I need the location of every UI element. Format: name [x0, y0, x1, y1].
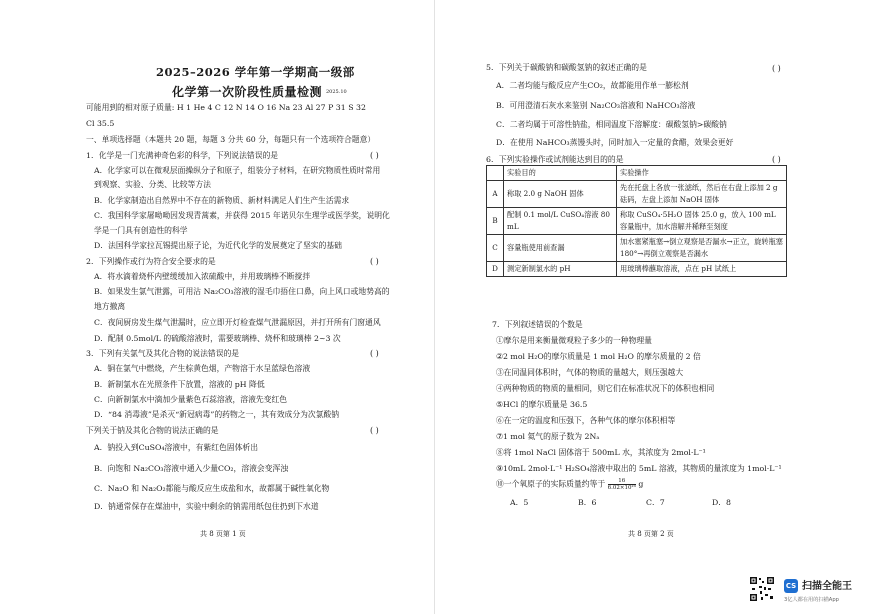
statement-1: ①摩尔是用来衡量微观粒子多少的一种物理量 — [496, 336, 652, 345]
answer-blank-5: ( ) — [772, 64, 781, 73]
row-letter: C — [487, 235, 504, 262]
question-7: 7．下列叙述错误的个数是 — [492, 320, 583, 329]
q4-option-b: B．向饱和 Na₂CO₃溶液中通入少量CO₂，溶液会变浑浊 — [94, 464, 289, 473]
date-tag: 2025.10 — [326, 89, 347, 95]
q7-option-c: C．7 — [646, 498, 665, 507]
statement-4: ④两种物质的物质的量相同，则它们在标准状况下的体积也相同 — [496, 384, 715, 393]
table-header-row — [487, 166, 787, 181]
atomic-masses-cl: Cl 35.5 — [86, 119, 115, 128]
q3-option-b: B．新制氯水在光照条件下放置，溶液的 pH 降低 — [94, 380, 265, 389]
question-6: 6．下列实验操作或试剂能达到目的的是 — [486, 155, 624, 164]
statement-2: ②2 mol H₂O的摩尔质量是 1 mol H₂O 的摩尔质量的 2 倍 — [496, 352, 701, 361]
q4-option-d: D．钠通常保存在煤油中，实验中剩余的钠需用纸包住扔到下水道 — [94, 502, 319, 511]
row-operation: 加水塞紧瓶塞→倒立观察是否漏水→正立，旋转瓶塞 180°→再倒立观察是否漏水 — [617, 235, 787, 262]
table-row — [487, 235, 787, 262]
q1-option-d: D．法国科学家拉瓦锡提出原子论，为近代化学的发展奠定了坚实的基础 — [94, 241, 342, 250]
statement-5: ⑤HCl 的摩尔质量是 36.5 — [496, 400, 588, 409]
q3-option-c: C．向新制氯水中滴加少量紫色石蕊溶液，溶液先变红色 — [94, 395, 288, 404]
statement-10-unit: g — [638, 479, 644, 489]
question-1: 1．化学是一门充满神奇色彩的科学，下列说法错误的是 — [86, 151, 279, 160]
q1-option-b: B．化学家制造出自然界中不存在的新物质、新材料满足人们生产生活需求 — [94, 196, 350, 205]
q7-option-a: A．5 — [510, 498, 529, 507]
qr-code-icon — [749, 576, 775, 602]
q1-option-c: C．我国科学家屠呦呦因发现青蒿素，并获得 2015 年诺贝尔生理学或医学奖，说明化 — [94, 211, 390, 220]
fraction-numerator: 16 — [608, 478, 636, 485]
answer-blank-4: ( ) — [370, 426, 379, 435]
row-operation: 先在托盘上各放一张滤纸，然后在右盘上添加 2 g 砝码，左盘上添加 NaOH 固体 — [617, 181, 787, 208]
statement-8: ⑧将 1mol NaCl 固体溶于 500mL 水，其浓度为 2mol·L⁻¹ — [496, 448, 706, 457]
answer-blank-2: ( ) — [370, 257, 379, 266]
row-letter: A — [487, 181, 504, 208]
q2-option-b: B．如果发生氯气泄露，可用沾 Na₂CO₃溶液的湿毛巾捂住口鼻，向上风口或地势高的 — [94, 287, 390, 296]
statement-6: ⑥在一定的温度和压强下，各种气体的摩尔体积相等 — [496, 416, 676, 425]
statement-10 — [496, 478, 643, 491]
table-header-goal: 实验目的 — [504, 166, 617, 181]
page-footer-right: 共 8 页第 2 页 — [628, 530, 674, 538]
atomic-masses: 可能用到的相对原子质量: H 1 He 4 C 12 N 14 O 16 Na 23 Al 27 P 31 S 32 — [86, 103, 366, 112]
q3-option-d: D．“84 消毒液”是杀灭“新冠病毒”的药物之一，其有效成分为次氯酸钠 — [94, 410, 340, 419]
q1-option-a-cont: 到观察、实验、分类、比较等方法 — [94, 180, 211, 189]
right-page — [435, 0, 870, 614]
question-4: 下列关于钠及其化合物的说法正确的是 — [86, 426, 219, 435]
q5-option-a: A．二者均能与酸反应产生CO₂，故都能用作单一膨松剂 — [496, 81, 689, 90]
q2-option-b-cont: 地方撤离 — [94, 302, 126, 311]
q3-option-a: A．铜在氯气中燃烧，产生棕黄色烟，产物溶于水呈蓝绿色溶液 — [94, 364, 311, 373]
statement-10-text: ⑩一个氧原子的实际质量约等于 — [496, 479, 606, 489]
q4-option-a: A．钠投入到CuSO₄溶液中，有紫红色固体析出 — [94, 443, 259, 452]
section-heading: 一、单项选择题（本题共 20 题，每题 3 分共 60 分，每题只有一个选项符合题意） — [86, 135, 376, 144]
table-row — [487, 262, 787, 277]
table-row — [487, 181, 787, 208]
q1-option-a: A．化学家可以在微观层面操纵分子和原子，组装分子材料，在研究物质性质时常用 — [94, 166, 381, 175]
row-goal: 称取 2.0 g NaOH 固体 — [504, 181, 617, 208]
statement-3: ③在同温同体积时，气体的物质的量越大，则压强越大 — [496, 368, 684, 377]
statement-9: ⑨10mL 2mol·L⁻¹ H₂SO₄溶液中取出的 5mL 溶液，其物质的量浓度为 1mol·L⁻¹ — [496, 464, 782, 473]
camscanner-brand: 扫描全能王 — [802, 581, 852, 592]
question-2: 2．下列操作或行为符合安全要求的是 — [86, 257, 216, 266]
exam-title: 2025–2026 学年第一学期高一级部 — [156, 65, 355, 79]
row-letter: B — [487, 208, 504, 235]
answer-blank-3: ( ) — [370, 349, 379, 358]
table-header-operation: 实验操作 — [617, 166, 787, 181]
row-goal: 测定新制氯水的 pH — [504, 262, 617, 277]
answer-blank-1: ( ) — [370, 151, 379, 160]
row-operation: 用玻璃棒蘸取溶液，点在 pH 试纸上 — [617, 262, 787, 277]
q7-option-d: D．8 — [712, 498, 732, 507]
statement-7: ⑦1 mol 氦气的原子数为 2Nₐ — [496, 432, 600, 441]
q5-option-d: D．在使用 NaHCO₃蒸馒头时，同时加入一定量的食醋，效果会更好 — [496, 138, 734, 147]
experiment-table — [486, 165, 787, 277]
question-5: 5．下列关于碳酸钠和碳酸氢钠的叙述正确的是 — [486, 63, 647, 72]
mass-fraction — [608, 478, 636, 491]
q5-option-c: C．二者均属于可溶性钠盐，相同温度下溶解度：碳酸氢钠>碳酸钠 — [496, 120, 727, 129]
table-header-letter — [487, 166, 504, 181]
q2-option-d: D．配制 0.5mol/L 的硫酸溶液时，需要玻璃棒、烧杯和玻璃棒 2~3 次 — [94, 334, 341, 343]
row-letter: D — [487, 262, 504, 277]
question-3: 3．下列有关氯气及其化合物的说法错误的是 — [86, 349, 240, 358]
table-row — [487, 208, 787, 235]
q2-option-c: C．夜间厨房发生煤气泄漏时，应立即开灯检查煤气泄漏原因，并打开所有门窗通风 — [94, 318, 381, 327]
exam-subtitle: 化学第一次阶段性质量检测 — [172, 85, 323, 99]
q1-option-c-cont: 学是一门具有创造性的科学 — [94, 226, 188, 235]
fraction-denominator: 6.02×10²³ — [607, 485, 636, 491]
row-operation: 称取 CuSO₄·5H₂O 固体 25.0 g，放入 100 mL 容量瓶中，加水溶解并稀释至刻度 — [617, 208, 787, 235]
q5-option-b: B．可用澄清石灰水来鉴别 Na₂CO₃溶液和 NaHCO₃溶液 — [496, 101, 696, 110]
answer-blank-6: ( ) — [772, 155, 781, 164]
camscanner-logo: CS — [784, 579, 798, 593]
q2-option-a: A．将水滴着烧杯内壁缓缓加入浓硫酸中，并用玻璃棒不断搅拌 — [94, 272, 311, 281]
q7-option-b: B．6 — [578, 498, 597, 507]
row-goal: 配制 0.1 mol/L CuSO₄溶液 80 mL — [504, 208, 617, 235]
camscanner-tagline: 3亿人都在用的扫描App — [784, 597, 839, 603]
q4-option-c: C．Na₂O 和 Na₂O₂都能与酸反应生成盐和水，故都属于碱性氧化物 — [94, 484, 330, 493]
page-footer-left: 共 8 页第 1 页 — [200, 530, 246, 538]
row-goal: 容量瓶使用前查漏 — [504, 235, 617, 262]
